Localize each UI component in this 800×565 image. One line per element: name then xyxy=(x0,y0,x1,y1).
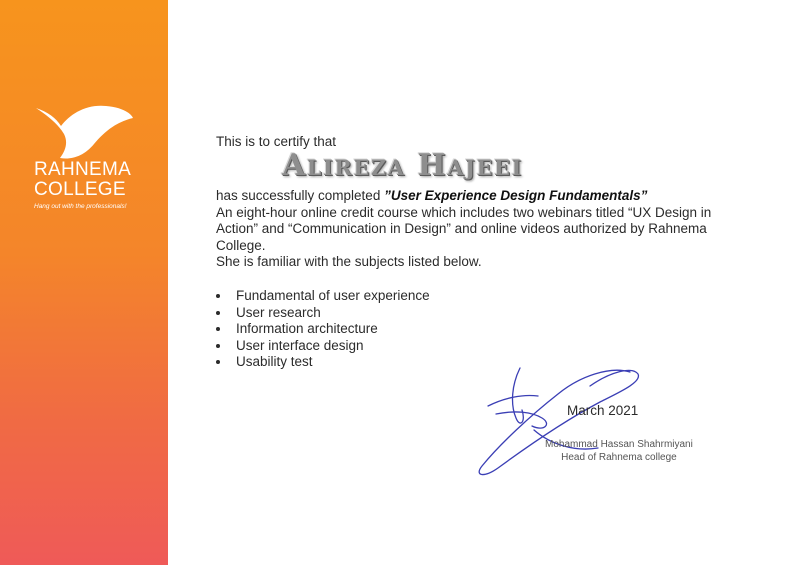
signer-title: Head of Rahnema college xyxy=(561,451,677,463)
brand-sidebar xyxy=(0,0,168,565)
completion-line xyxy=(216,188,736,205)
recipient-name: Alireza Hajeei xyxy=(282,148,523,183)
completion-statement xyxy=(216,188,736,271)
signer-block xyxy=(545,439,693,464)
bird-logo-icon xyxy=(34,100,134,160)
certify-intro: This is to certify that xyxy=(216,134,337,149)
subject-item: User interface design xyxy=(216,338,430,355)
subject-item: Usability test xyxy=(216,354,430,371)
subject-item: User research xyxy=(216,305,430,322)
subjects-list xyxy=(216,288,430,371)
course-title: ”User Experience Design Fundamentals” xyxy=(384,188,648,203)
college-logo-name xyxy=(34,160,131,200)
signer-name: Mohammad Hassan Shahrmiyani xyxy=(545,439,693,450)
college-tagline: Hang out with the professionals! xyxy=(34,203,127,210)
completed-prefix: has successfully completed xyxy=(216,188,385,203)
college-name-line2: COLLEGE xyxy=(34,179,126,200)
course-description: An eight-hour online credit course which includes two webinars titled “UX Design in Action” and “Communication in Design” and online videos authorized by Rahnema College. xyxy=(216,204,712,253)
subjects-intro: She is familiar with the subjects listed below. xyxy=(216,254,482,269)
issue-date: March 2021 xyxy=(567,403,639,418)
college-name-line1: RAHNEMA xyxy=(34,159,132,180)
subject-item: Fundamental of user experience xyxy=(216,288,430,305)
subject-item: Information architecture xyxy=(216,321,430,338)
